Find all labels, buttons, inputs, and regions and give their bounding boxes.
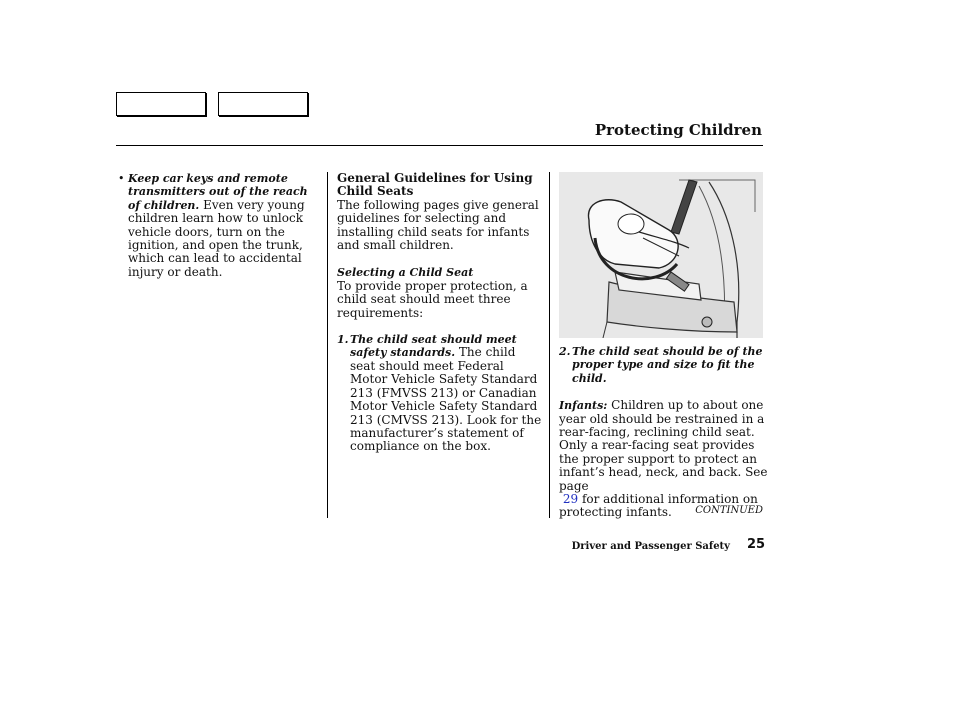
requirement-number: 1.: [337, 333, 349, 347]
bullet-lead: Keep car keys and remote transmitters out of the reach of children.: [128, 172, 308, 212]
infants-text-end: for additional information on protecting infants.: [559, 492, 758, 520]
infants-paragraph: [559, 399, 769, 520]
page-link[interactable]: 29: [562, 492, 579, 507]
subsection-text: To provide proper protection, a child seat should meet three requirements:: [337, 278, 528, 320]
bullet-icon: •: [118, 172, 125, 185]
requirement-lead: The child seat should be of the proper type and size to fit the child.: [572, 345, 763, 385]
infants-lead: Infants:: [559, 399, 608, 413]
child-seat-illustration: [559, 172, 763, 338]
bullet-text: Even very young children learn how to unlock vehicle doors, turn on the ignition, and open the trunk, which can lead to accidental injury or death.: [128, 197, 305, 279]
page-number: 25: [747, 537, 766, 552]
header-rule: [116, 145, 763, 146]
requirement-lead: The child seat should meet safety standards.: [350, 333, 517, 360]
column-divider: [549, 172, 550, 518]
column-left: [118, 172, 320, 279]
next-page-button[interactable]: [218, 92, 308, 116]
infants-text: Children up to about one year old should be restrained in a rear-facing, reclining child seat. Only a rear-facing seat provides the proper support to protect an infant’s head, neck, and back. See page: [559, 398, 768, 493]
column-middle: [337, 172, 542, 454]
footer-section-title: Driver and Passenger Safety: [571, 541, 730, 552]
section-intro: The following pages give general guidelines for selecting and installing child seats for infants and small children.: [337, 197, 539, 253]
section-heading: General Guidelines for Using Child Seats: [337, 171, 533, 199]
subsection-heading: Selecting a Child Seat: [337, 266, 474, 280]
previous-page-button[interactable]: [116, 92, 206, 116]
requirement-text: The child seat should meet Federal Motor Vehicle Safety Standard 213 (FMVSS 213) or Canadian Motor Vehicle Safety Standard 213 (CMVSS 213). Look for the manufacturer’s statement of compliance on the box.: [350, 345, 542, 454]
requirement-item: [559, 345, 769, 385]
continued-label: CONTINUED: [695, 505, 763, 516]
column-right: [559, 345, 769, 520]
bullet-item: [118, 172, 320, 279]
requirement-number: 2.: [559, 345, 571, 358]
rear-facing-child-seat-icon: [559, 172, 763, 338]
column-divider: [327, 172, 328, 518]
requirement-item: [337, 333, 542, 454]
page-title: Protecting Children: [594, 121, 762, 139]
